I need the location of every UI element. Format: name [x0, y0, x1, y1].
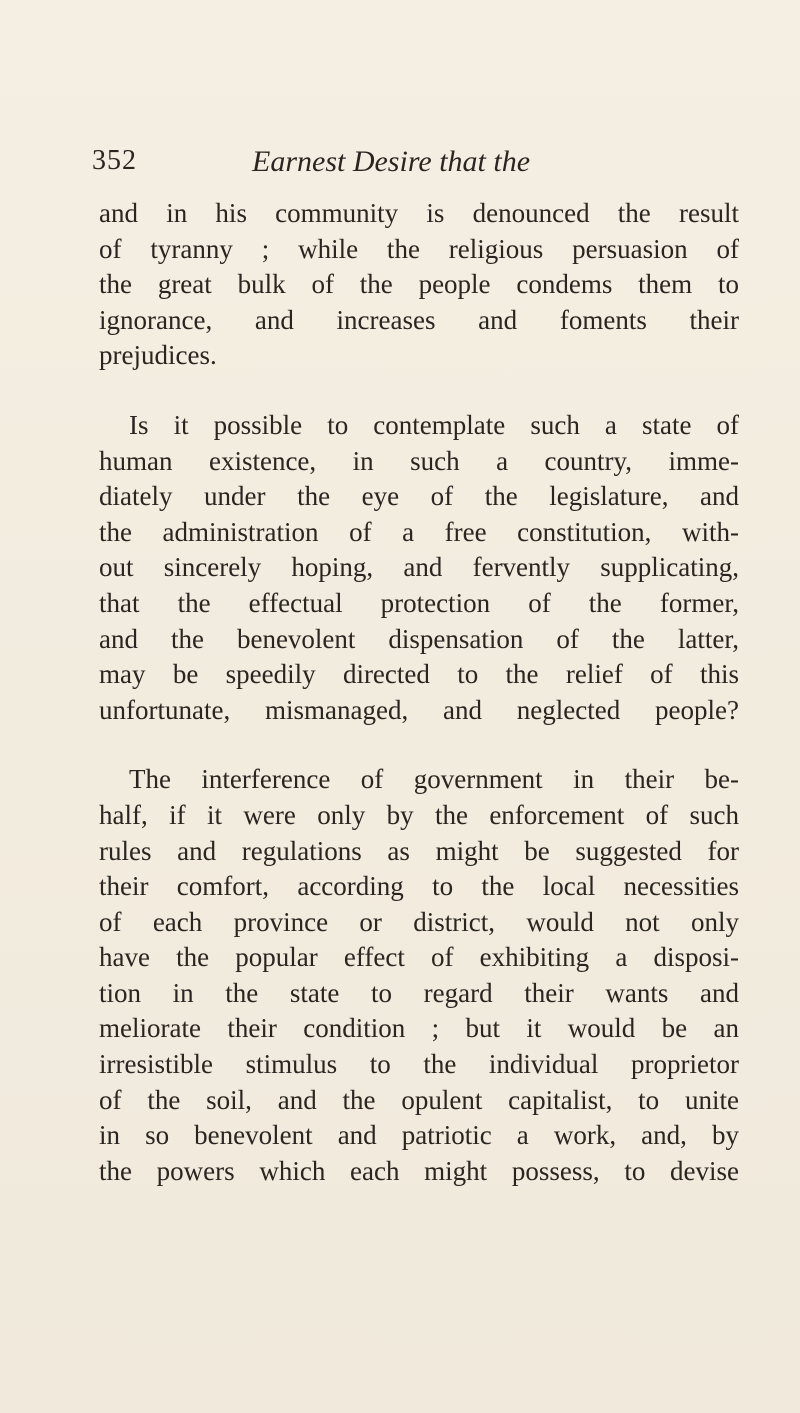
text-line: unfortunate, mismanaged, and neglected people?	[99, 694, 739, 725]
text-line: Is it possible to contemplate such a state of	[129, 409, 739, 440]
text-line: half, if it were only by the enforcement of such	[99, 799, 739, 830]
page-number: 352	[92, 145, 137, 176]
text-line: human existence, in such a country, imme-	[99, 445, 739, 476]
text-line: irresistible stimulus to the individual proprietor	[99, 1049, 739, 1080]
text-line: of the soil, and the opulent capitalist, to unite	[99, 1084, 739, 1115]
text-line: of tyranny ; while the religious persuasion of	[99, 233, 739, 264]
text-line: that the effectual protection of the former,	[99, 587, 739, 618]
text-line: the powers which each might possess, to devise	[99, 1155, 739, 1186]
paragraph-1	[99, 196, 739, 374]
running-head	[92, 145, 732, 185]
text-line: the administration of a free constitution, with-	[99, 516, 739, 547]
text-line: out sincerely hoping, and fervently supplicating,	[99, 552, 739, 583]
text-line: rules and regulations as might be suggested for	[99, 835, 739, 866]
paragraph-3	[99, 762, 739, 1189]
text-line: in so benevolent and patriotic a work, and, by	[99, 1120, 739, 1151]
text-line: diately under the eye of the legislature, and	[99, 481, 739, 512]
paragraph-2	[99, 408, 739, 728]
text-line: the great bulk of the people condems them to	[99, 269, 739, 300]
text-line: and in his community is denounced the result	[99, 198, 739, 228]
text-line: have the popular effect of exhibiting a disposi-	[99, 942, 739, 973]
text-line: of each province or district, would not only	[99, 906, 739, 937]
running-title: Earnest Desire that the	[252, 145, 531, 178]
body-text	[99, 196, 739, 1189]
text-line: The interference of government in their be-	[129, 764, 739, 795]
text-line: may be speedily directed to the relief of this	[99, 659, 739, 690]
text-line: and the benevolent dispensation of the latter,	[99, 623, 739, 654]
text-line: meliorate their condition ; but it would be an	[99, 1013, 739, 1044]
text-line: prejudices.	[99, 340, 217, 371]
text-line: their comfort, according to the local necessities	[99, 871, 739, 902]
text-line: tion in the state to regard their wants and	[99, 977, 739, 1008]
text-line: ignorance, and increases and foments their	[99, 304, 739, 335]
